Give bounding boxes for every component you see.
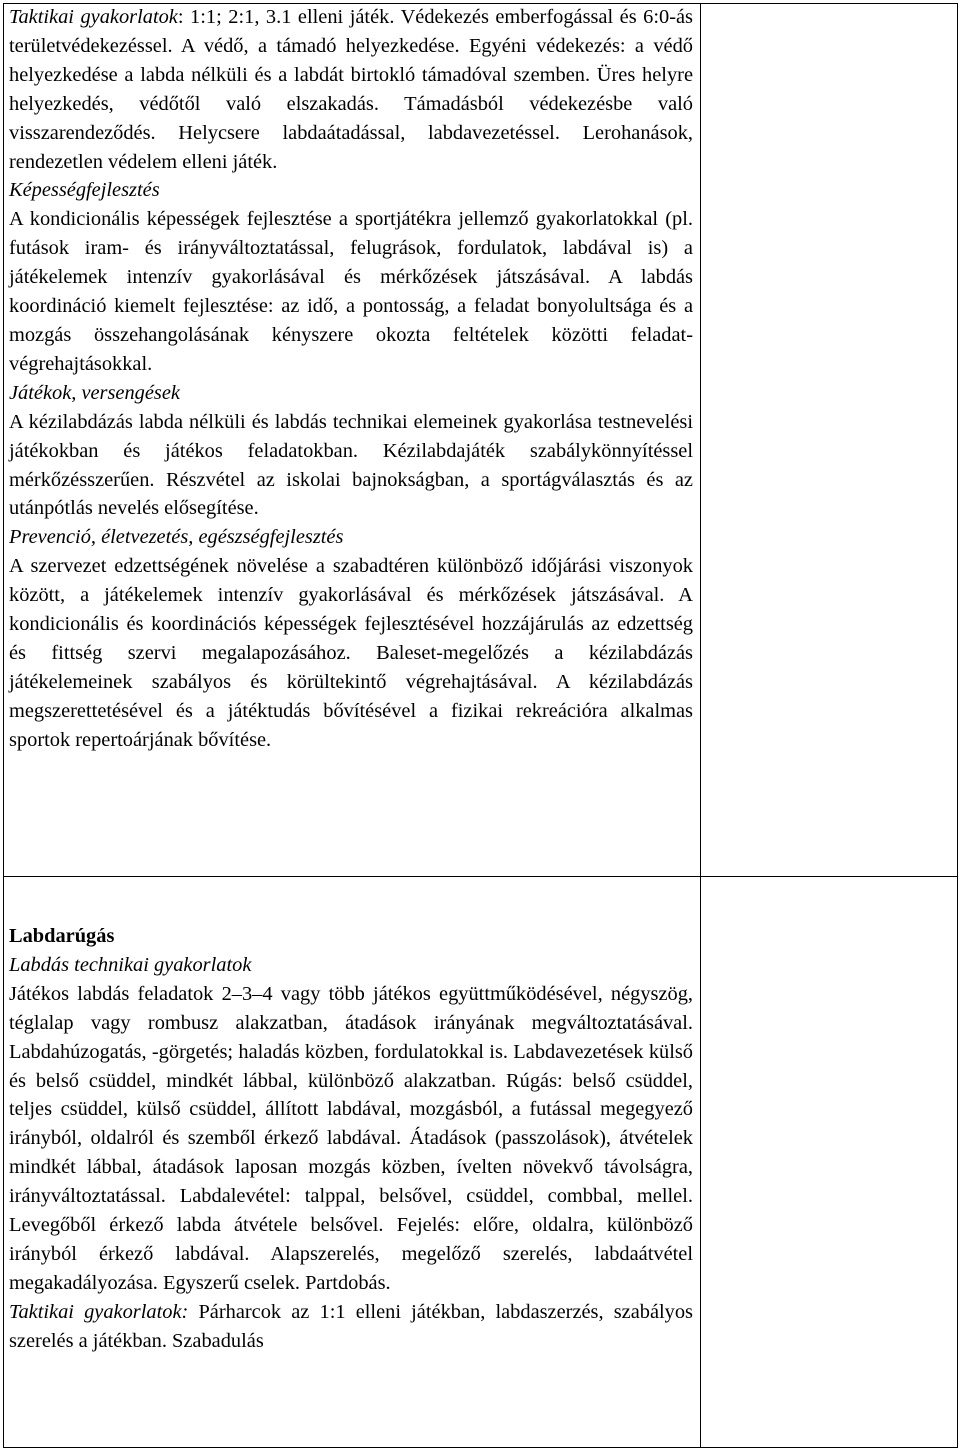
row-divider	[3, 876, 958, 877]
technique-paragraph: Játékos labdás feladatok 2‒3‒4 vagy több játékos együttműködésével, négyszög, téglalap vagy rombusz alakzatban, átadások irányának megváltoztatásával. Labdahúzogatás, -görgetés; haladás közben, fordulatokkal is. Labdavezetések külső és belső csüddel, mindkét lábbal, különböző alakzatban. Rúgás: belső csüddel, teljes csüddel, külső csüddel, állított labdával, mozgásból, a futással megegyező irányból, oldalról és szemből érkező labdával. Átadások (passzolások), átvételek mindkét lábbal, átadások laposan mozgás közben, ívelten növekvő távolságra, irányváltoztatással. Labdalevétel: talppal, belsővel, csüddel, combbal, mellel. Levegőből érkező labda átvétele belsővel. Fejelés: előre, oldalra, különböző irányból érkező labdával. Alapszerelés, megelőző szerelés, labdaátvétel megakadályozása. Egyszerű cselek. Partdobás.	[9, 982, 693, 1294]
football-cell	[9, 922, 693, 1356]
tactics-label: Taktikai gyakorlatok	[9, 6, 178, 28]
skills-heading: Képességfejlesztés	[9, 179, 160, 202]
games-heading: Játékok, versengések	[9, 381, 180, 404]
football-tactics-text: Párharcok az 1:1 elleni játékban, labdaszerzés, szabályos szerelés a játékban. Szabadulás	[9, 1300, 693, 1352]
football-tactics-label: Taktikai gyakorlatok:	[9, 1300, 189, 1323]
prevention-heading: Prevenció, életvezetés, egészségfejlesztés	[9, 526, 344, 549]
column-divider	[700, 3, 701, 1448]
handball-cell	[9, 3, 693, 755]
football-title: Labdarúgás	[9, 925, 115, 947]
skills-paragraph: A kondicionális képességek fejlesztése a sportjátékra jellemző gyakorlatokkal (pl. futások iram- és irányváltoztatással, felugrások, fordulatok, labdával is) a játékelemek intenzív gyakorlásával és mérkőzések játszásával. A labdás koordináció kiemelt fejlesztése: az idő, a pontosság, a feladat bonyolultsága és a mozgás összehangolásának kényszere okozta feltételek közötti feladat-végrehajtásokkal.	[9, 208, 693, 375]
football-tactics-paragraph	[9, 1298, 693, 1356]
prevention-paragraph: A szervezet edzettségének növelése a szabadtéren különböző időjárási viszonyok között, a játékelemek intenzív gyakorlásával és mérkőzések játszásával. A kondicionális és koordinációs képességek fejlesztésével hozzájárulás az edzettség és fittség szervi megalapozásához. Baleset-megelőzés a kézilabdázás játékelemeinek szabályos és körültekintő végrehajtásával. A kézilabdázás megszerettetésével és a játéktudás bővítésével a fizikai rekreációra alkalmas sportok repertoárjának bővítése.	[9, 555, 693, 751]
games-paragraph: A kézilabdázás labda nélküli és labdás technikai elemeinek gyakorlása testnevelési játékokban és játékos feladatokban. Kézilabdajáték szabálykönnyítéssel mérkőzésszerűen. Részvétel az iskolai bajnokságban, a sportágválasztás és az utánpótlás nevelés elősegítése.	[9, 410, 693, 520]
tactics-text: : 1:1; 2:1, 3.1 elleni játék. Védekezés emberfogással és 6:0-ás területvédekezéssel. A védő, a támadó helyezkedése. Egyéni védekezés: a védő helyezkedése a labda nélküli és a labdát birtokló támadóval szemben. Üres helyre helyezkedés, védőtől való elszakadás. Támadásból védekezésbe való visszarendeződés. Helycsere labdaátadással, labdavezetéssel. Lerohanások, rendezetlen védelem elleni játék.	[9, 6, 693, 173]
technique-heading: Labdás technikai gyakorlatok	[9, 953, 252, 976]
tactics-paragraph	[9, 3, 693, 176]
